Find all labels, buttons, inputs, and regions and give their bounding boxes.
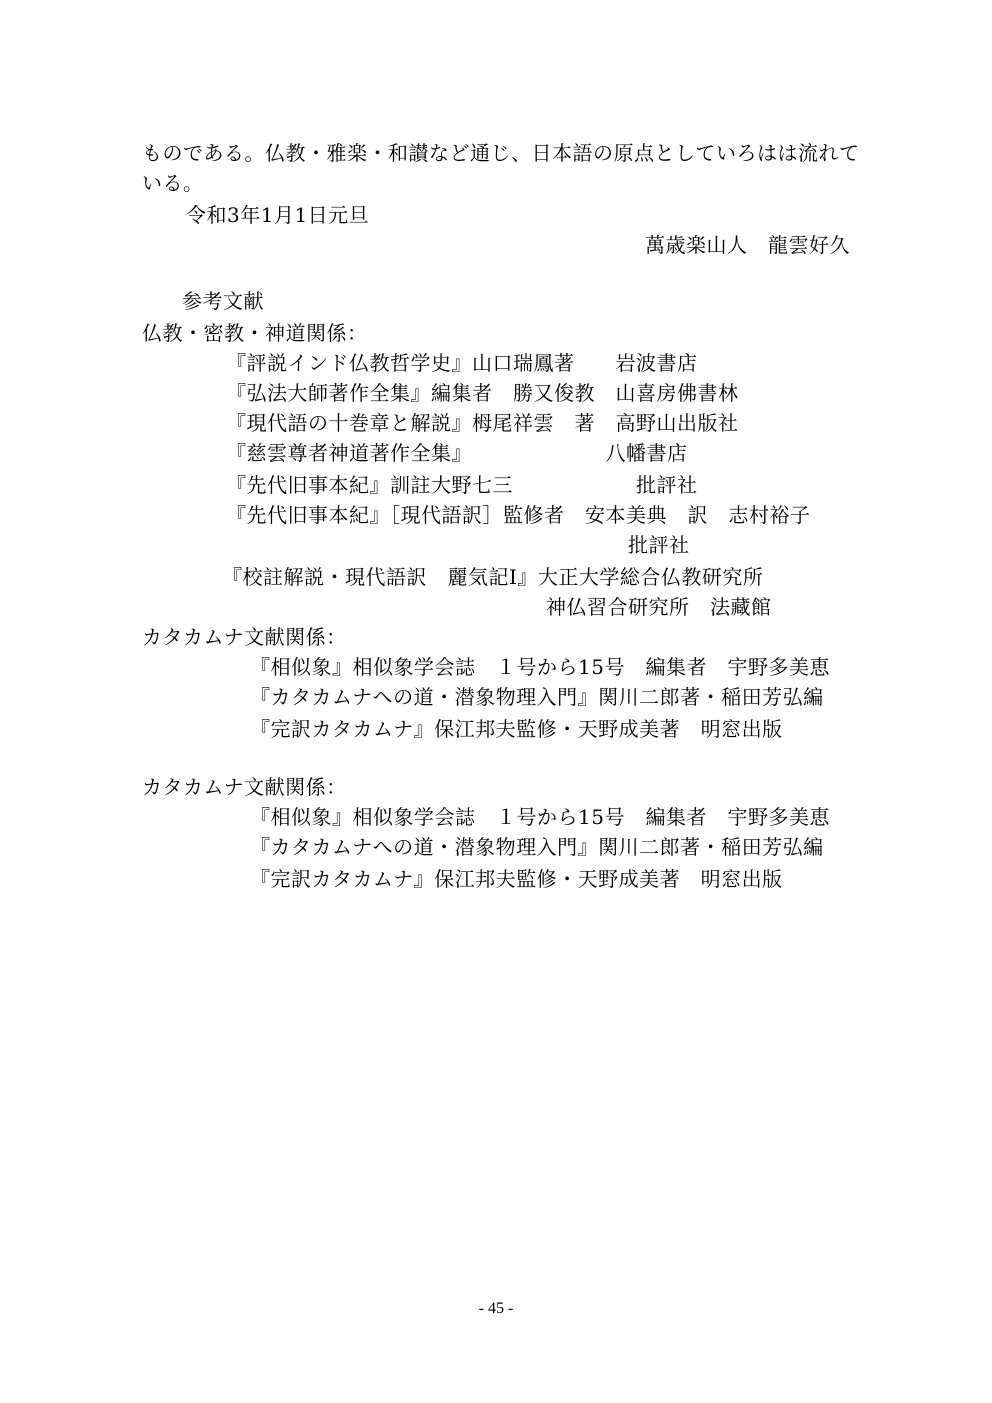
signature: 萬歳楽山人 龍雲好久 — [645, 233, 850, 257]
reference-item: 『完訳カタカムナ』保江邦夫監修・天野成美著 明窓出版 — [250, 717, 783, 741]
page-number: - 45 - — [478, 1300, 514, 1317]
reference-item: 『完訳カタカムナ』保江邦夫監修・天野成美著 明窓出版 — [250, 867, 783, 891]
reference-item-publisher: 神仏習合研究所 法藏館 — [546, 595, 772, 619]
reference-item: 『現代語の十巻章と解説』栂尾祥雲 著 高野山出版社 — [226, 411, 739, 435]
category-label-buddhism: 仏教・密教・神道関係： — [142, 321, 368, 345]
reference-item: 『弘法大師著作全集』編集者 勝又俊教 山喜房佛書林 — [226, 381, 739, 405]
reference-item: 『カタカムナへの道・潜象物理入門』関川二郎著・稲田芳弘編 — [250, 835, 824, 859]
reference-item: 『先代旧事本紀』［現代語訳］監修者 安本美典 訳 志村裕子 — [226, 503, 811, 527]
reference-item: 『校註解説・現代語訳 麗気記Ⅰ』大正大学総合仏教研究所 — [222, 565, 764, 589]
reference-item: 『相似象』相似象学会誌 １号から15号 編集者 宇野多美恵 — [250, 655, 830, 679]
reference-item: 『慈雲尊者神道著作全集』 八幡書店 — [226, 441, 688, 465]
reference-item: 『相似象』相似象学会誌 １号から15号 編集者 宇野多美恵 — [250, 805, 830, 829]
reference-item: 『先代旧事本紀』訓註大野七三 批評社 — [226, 473, 698, 497]
reference-item: 『評説インド仏教哲学史』山口瑞鳳著 岩波書店 — [226, 351, 698, 375]
category-label-katakamuna: カタカムナ文献関係： — [142, 775, 347, 799]
category-label-katakamuna: カタカムナ文献関係： — [142, 625, 347, 649]
body-line-1: ものである。仏教・雅楽・和讃など通じ、日本語の原点としていろはは流れて — [142, 141, 860, 165]
body-line-2: いる。 — [142, 171, 204, 195]
reference-item-publisher: 批評社 — [628, 533, 690, 557]
date-line: 令和3年1月1日元旦 — [186, 203, 370, 227]
references-heading: 参考文献 — [182, 289, 264, 313]
reference-item: 『カタカムナへの道・潜象物理入門』関川二郎著・稲田芳弘編 — [250, 685, 824, 709]
